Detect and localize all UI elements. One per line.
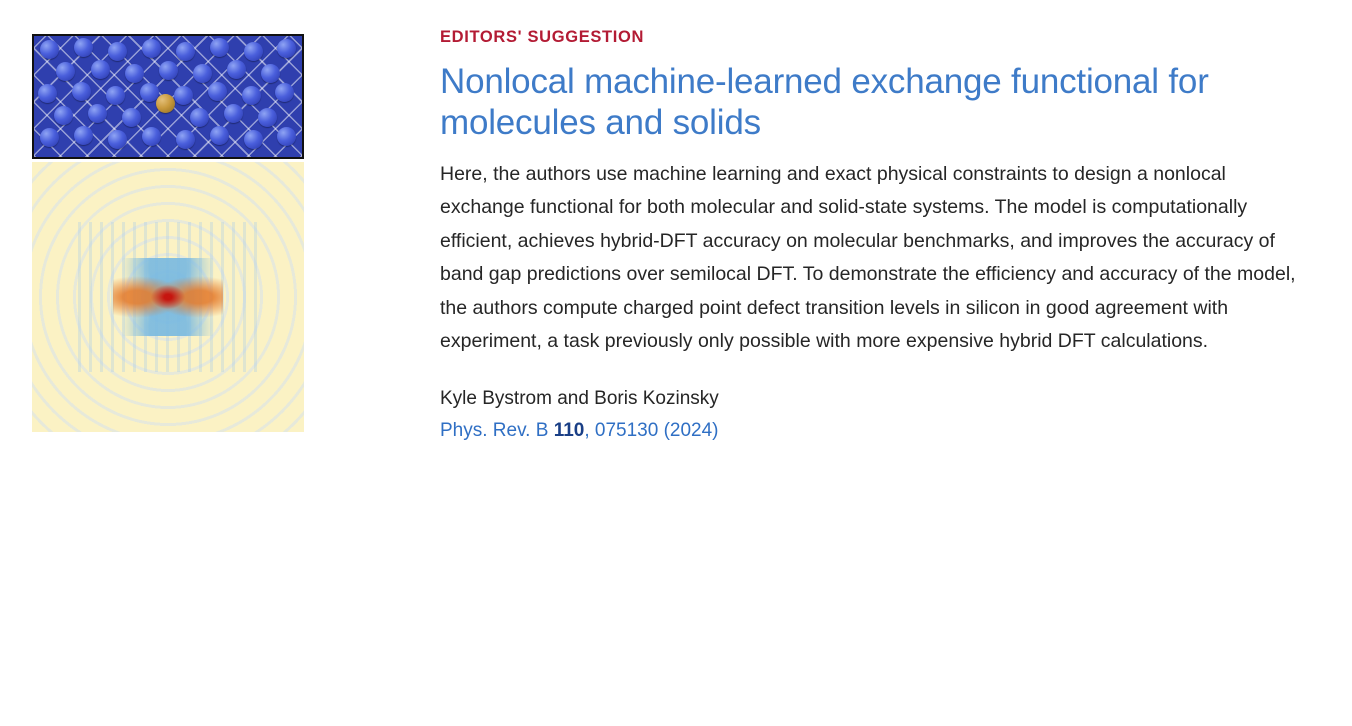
article-citation[interactable] bbox=[440, 417, 1302, 446]
figure-column bbox=[30, 28, 330, 726]
article-authors: Kyle Bystrom and Boris Kozinsky bbox=[440, 387, 719, 409]
atom-cluster bbox=[34, 36, 302, 157]
article-figure[interactable] bbox=[32, 34, 304, 432]
exchange-hole-density-figure bbox=[32, 162, 304, 432]
editors-suggestion-badge: EDITORS' SUGGESTION bbox=[440, 28, 645, 46]
article-text-column bbox=[330, 28, 1322, 726]
article-title-link[interactable]: Nonlocal machine-learned exchange functional for molecules and solids bbox=[440, 62, 1209, 143]
citation-journal[interactable]: Phys. Rev. B bbox=[440, 420, 549, 442]
article-abstract: Here, the authors use machine learning and exact physical constraints to design a nonlocal exchange functional for both molecular and solid-state systems. The model is computationally efficient, achieves hybrid-DFT accuracy on molecular benchmarks, and improves the accuracy of band gap predictions over semilocal DFT. To demonstrate the efficiency and accuracy of the model, the authors compute charged point defect transition levels in silicon in good agreement with experiment, a task previously only possible with more expensive hybrid DFT calculations. bbox=[440, 162, 1296, 353]
crystal-lattice-figure bbox=[32, 34, 304, 159]
density-core-hotspot bbox=[113, 258, 223, 336]
citation-pages-year[interactable]: , 075130 (2024) bbox=[584, 420, 719, 442]
citation-volume[interactable]: 110 bbox=[553, 420, 585, 442]
article-title[interactable] bbox=[440, 61, 1302, 144]
